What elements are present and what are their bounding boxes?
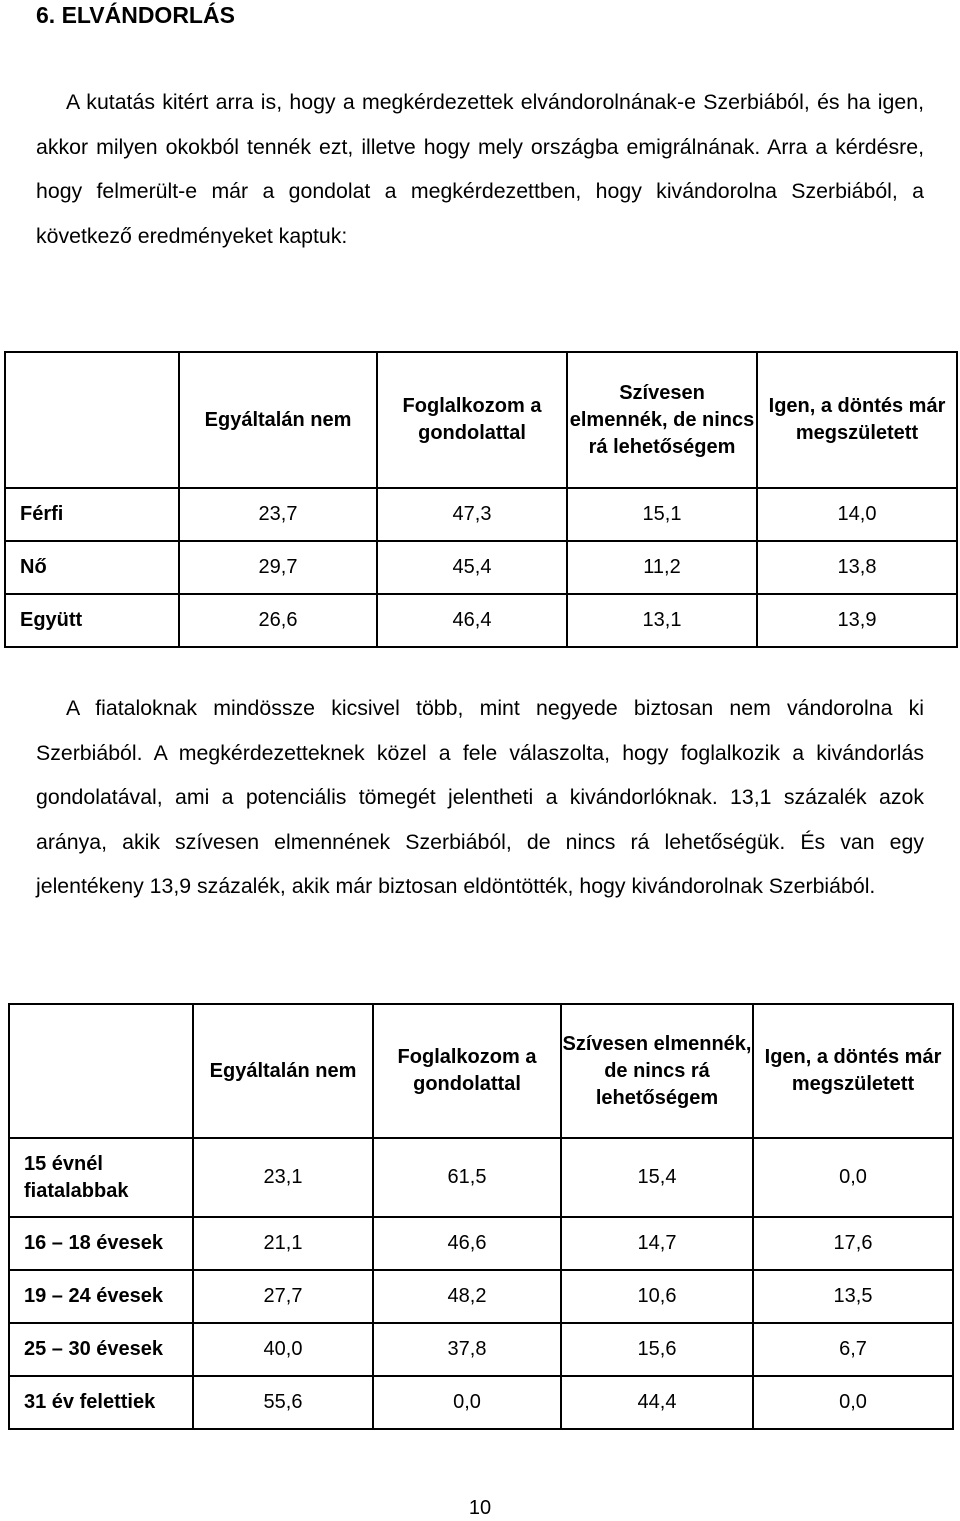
table-cell: 14,7 bbox=[562, 1218, 754, 1271]
row-label: Együtt bbox=[4, 595, 180, 648]
table-cell: 37,8 bbox=[374, 1324, 562, 1377]
intro-paragraph: A kutatás kitért arra is, hogy a megkérdezettek elvándorolnának-e Szerbiából, és ha igen, akkor milyen okokból tennék ezt, illetve hogy mely országba emigrálnának. Arra a kérdésre, hogy felmerült-e már a gondolat a megkérdezettben, hogy kivándorolna Szerbiából, a következő eredményeket kaptuk: bbox=[36, 90, 924, 248]
table-cell: 45,4 bbox=[378, 542, 568, 595]
row-label: 15 évnél fiatalabbak bbox=[8, 1139, 194, 1218]
table-cell: 0,0 bbox=[754, 1377, 954, 1430]
table-cell: 15,6 bbox=[562, 1324, 754, 1377]
table-cell: 0,0 bbox=[754, 1139, 954, 1218]
table-cell: 6,7 bbox=[754, 1324, 954, 1377]
table-header-row bbox=[4, 351, 958, 489]
page-number: 10 bbox=[468, 1497, 492, 1519]
table-cell: 29,7 bbox=[180, 542, 378, 595]
table-cell: 46,6 bbox=[374, 1218, 562, 1271]
table-cell: 23,1 bbox=[194, 1139, 374, 1218]
table-cell: 0,0 bbox=[374, 1377, 562, 1430]
header-cell-not-at-all: Egyáltalán nem bbox=[180, 351, 378, 489]
table-cell: 11,2 bbox=[568, 542, 758, 595]
table-cell: 15,1 bbox=[568, 489, 758, 542]
table-cell: 55,6 bbox=[194, 1377, 374, 1430]
header-cell-decided: Igen, a döntés már megszületett bbox=[754, 1003, 954, 1139]
header-cell-considering: Foglalkozom a gondolattal bbox=[378, 351, 568, 489]
analysis-paragraph: A fiataloknak mindössze kicsivel több, mint negyede biztosan nem vándorolna ki Szerbiából. A megkérdezetteknek közel a fele válaszolta, hogy foglalkozik a kivándorlás gondolatával, ami a potenciális tömegét jelentheti a kivándorlóknak. 13,1 százalék azok aránya, akik szívesen elmennének Szerbiából, de nincs rá lehetőségük. És van egy jelentékeny 13,9 százalék, akik már biztosan eldöntötték, hogy kivándorolnak Szerbiából. bbox=[36, 696, 924, 898]
table-cell: 48,2 bbox=[374, 1271, 562, 1324]
table-cell: 13,9 bbox=[758, 595, 958, 648]
table-cell: 13,5 bbox=[754, 1271, 954, 1324]
table-cell: 14,0 bbox=[758, 489, 958, 542]
table-header-row bbox=[8, 1003, 954, 1139]
row-label: Férfi bbox=[4, 489, 180, 542]
table-cell: 13,8 bbox=[758, 542, 958, 595]
table-cell: 40,0 bbox=[194, 1324, 374, 1377]
header-cell-would-like: Szívesen elmennék, de nincs rá lehetőségem bbox=[568, 351, 758, 489]
row-label: Nő bbox=[4, 542, 180, 595]
row-label: 16 – 18 évesek bbox=[8, 1218, 194, 1271]
table-row bbox=[4, 542, 958, 595]
header-cell-empty bbox=[8, 1003, 194, 1139]
table-row bbox=[4, 595, 958, 648]
table-cell: 21,1 bbox=[194, 1218, 374, 1271]
gender-table bbox=[4, 351, 958, 648]
table-row bbox=[8, 1271, 954, 1324]
table-row bbox=[8, 1324, 954, 1377]
table-row bbox=[8, 1218, 954, 1271]
row-label: 31 év felettiek bbox=[8, 1377, 194, 1430]
row-label: 25 – 30 évesek bbox=[8, 1324, 194, 1377]
table-cell: 44,4 bbox=[562, 1377, 754, 1430]
header-cell-empty bbox=[4, 351, 180, 489]
table-row bbox=[8, 1377, 954, 1430]
header-cell-not-at-all: Egyáltalán nem bbox=[194, 1003, 374, 1139]
age-table bbox=[8, 1003, 954, 1430]
section-heading: 6. ELVÁNDORLÁS bbox=[36, 2, 235, 28]
table-cell: 15,4 bbox=[562, 1139, 754, 1218]
header-cell-considering: Foglalkozom a gondolattal bbox=[374, 1003, 562, 1139]
table-row bbox=[8, 1139, 954, 1218]
row-label: 19 – 24 évesek bbox=[8, 1271, 194, 1324]
table-cell: 27,7 bbox=[194, 1271, 374, 1324]
table-cell: 13,1 bbox=[568, 595, 758, 648]
header-cell-decided: Igen, a döntés már megszületett bbox=[758, 351, 958, 489]
table-cell: 61,5 bbox=[374, 1139, 562, 1218]
table-cell: 47,3 bbox=[378, 489, 568, 542]
header-cell-would-like: Szívesen elmennék, de nincs rá lehetőségem bbox=[562, 1003, 754, 1139]
table-row bbox=[4, 489, 958, 542]
table-cell: 26,6 bbox=[180, 595, 378, 648]
table-cell: 10,6 bbox=[562, 1271, 754, 1324]
table-cell: 23,7 bbox=[180, 489, 378, 542]
table-cell: 17,6 bbox=[754, 1218, 954, 1271]
table-cell: 46,4 bbox=[378, 595, 568, 648]
